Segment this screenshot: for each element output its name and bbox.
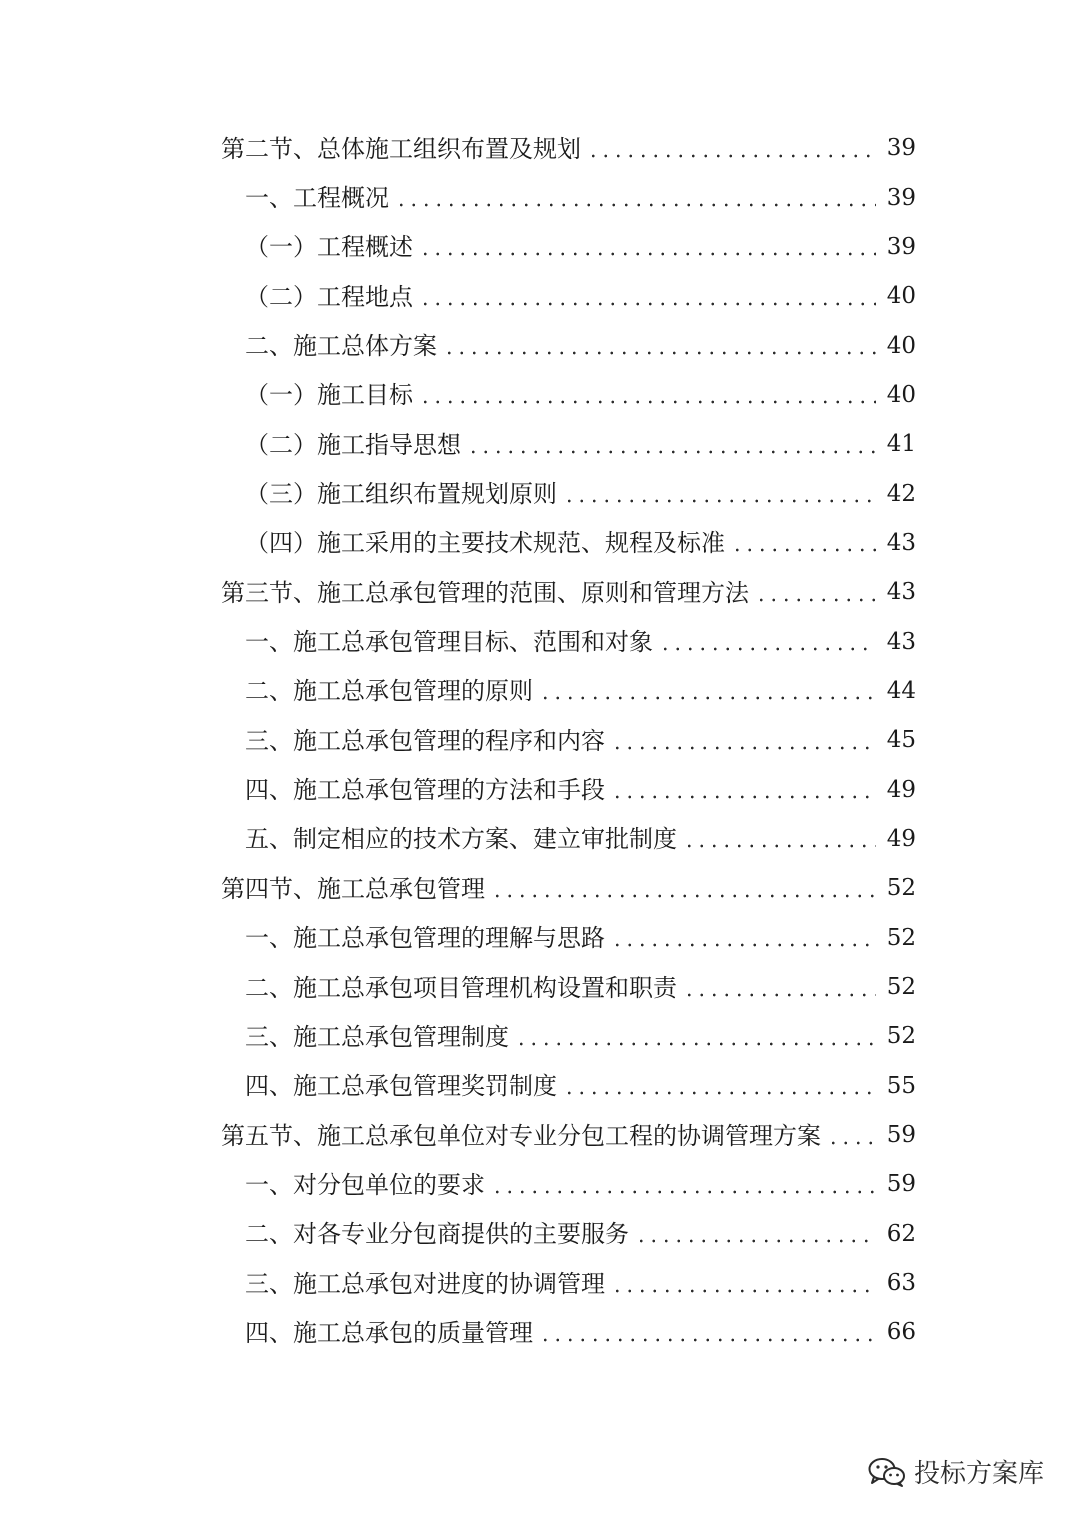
toc-entry[interactable] [0, 1259, 1080, 1308]
toc-dot-leader [491, 877, 876, 901]
toc-entry-title: 五、制定相应的技术方案、建立审批制度 [245, 825, 677, 854]
toc-entry[interactable] [0, 223, 1080, 272]
toc-entry-title: 四、施工总承包管理奖罚制度 [245, 1072, 557, 1101]
toc-entry-title: 二、施工总承包项目管理机构设置和职责 [245, 973, 677, 1002]
toc-entry-title: （二）工程地点 [245, 282, 413, 311]
toc-entry-title: 第五节、施工总承包单位对专业分包工程的协调管理方案 [221, 1121, 821, 1150]
toc-entry-page-number: 44 [886, 677, 916, 704]
toc-entry-page-number: 66 [886, 1319, 916, 1346]
toc-dot-leader [755, 581, 876, 605]
toc-entry-title: 三、施工总承包管理的程序和内容 [245, 726, 605, 755]
toc-entry[interactable] [0, 321, 1080, 370]
toc-entry[interactable] [0, 272, 1080, 321]
toc-dot-leader [611, 926, 876, 950]
toc-entry[interactable] [0, 716, 1080, 765]
toc-entry-title: （一）施工目标 [245, 381, 413, 410]
toc-entry-page-number: 52 [886, 1023, 916, 1050]
toc-entry-title: 一、施工总承包管理的理解与思路 [245, 924, 605, 953]
toc-entry-page-number: 39 [886, 184, 916, 211]
toc-entry[interactable] [0, 124, 1080, 173]
toc-entry-title: 三、施工总承包对进度的协调管理 [245, 1269, 605, 1298]
toc-entry-title: 二、施工总体方案 [245, 332, 437, 361]
toc-entry-title: （三）施工组织布置规划原则 [245, 480, 557, 509]
toc-entry-title: 一、工程概况 [245, 184, 389, 213]
toc-entry-page-number: 62 [886, 1220, 916, 1247]
toc-entry[interactable] [0, 1308, 1080, 1357]
toc-entry-page-number: 40 [886, 381, 916, 408]
toc-entry-page-number: 52 [886, 924, 916, 951]
toc-entry[interactable] [0, 914, 1080, 963]
toc-entry[interactable] [0, 519, 1080, 568]
toc-entry[interactable] [0, 617, 1080, 666]
toc-entry-title: 二、施工总承包管理的原则 [245, 677, 533, 706]
toc-entry-title: 四、施工总承包的质量管理 [245, 1318, 533, 1347]
toc-entry[interactable] [0, 1210, 1080, 1259]
toc-dot-leader [611, 778, 876, 802]
toc-dot-leader [611, 1272, 876, 1296]
toc-entry[interactable] [0, 864, 1080, 913]
toc-entry[interactable] [0, 1160, 1080, 1209]
toc-dot-leader [419, 383, 876, 407]
toc-entry[interactable] [0, 371, 1080, 420]
toc-entry-page-number: 63 [886, 1270, 916, 1297]
toc-entry[interactable] [0, 420, 1080, 469]
toc-entry-page-number: 49 [886, 776, 916, 803]
toc-entry[interactable] [0, 1111, 1080, 1160]
toc-entry-page-number: 49 [886, 825, 916, 852]
toc-entry-page-number: 39 [886, 233, 916, 260]
toc-entry-title: 一、施工总承包管理目标、范围和对象 [245, 628, 653, 657]
toc-dot-leader [563, 1074, 876, 1098]
toc-entry-page-number: 43 [886, 529, 916, 556]
toc-dot-leader [659, 630, 876, 654]
toc-dot-leader [491, 1173, 876, 1197]
toc-dot-leader [683, 827, 876, 851]
toc-dot-leader [563, 482, 876, 506]
toc-entry-page-number: 52 [886, 974, 916, 1001]
toc-entry-page-number: 52 [886, 875, 916, 902]
toc-dot-leader [827, 1124, 876, 1148]
toc-dot-leader [635, 1222, 876, 1246]
toc-entry-title: （四）施工采用的主要技术规范、规程及标准 [245, 529, 725, 558]
toc-entry-title: 四、施工总承包管理的方法和手段 [245, 776, 605, 805]
toc-dot-leader [731, 531, 876, 555]
toc-entry[interactable] [0, 568, 1080, 617]
toc-entry[interactable] [0, 469, 1080, 518]
toc-entry-page-number: 42 [886, 480, 916, 507]
toc-dot-leader [611, 729, 876, 753]
watermark-text: 投标方案库 [913, 1459, 1044, 1489]
toc-entry-page-number: 43 [886, 628, 916, 655]
toc-dot-leader [683, 976, 876, 1000]
toc-entry-page-number: 40 [886, 332, 916, 359]
toc-entry-title: 第二节、总体施工组织布置及规划 [221, 134, 581, 163]
toc-entry-page-number: 59 [886, 1122, 916, 1149]
toc-dot-leader [419, 235, 876, 259]
wechat-icon [868, 1457, 906, 1487]
toc-entry-page-number: 41 [886, 431, 916, 458]
toc-dot-leader [587, 137, 876, 161]
toc-entry-title: （一）工程概述 [245, 233, 413, 262]
toc-entry[interactable] [0, 765, 1080, 814]
toc-entry-page-number: 45 [886, 727, 916, 754]
toc-entry[interactable] [0, 963, 1080, 1012]
toc-entry[interactable] [0, 1012, 1080, 1061]
toc-entry-title: 三、施工总承包管理制度 [245, 1022, 509, 1051]
toc-dot-leader [539, 679, 876, 703]
toc-entry-page-number: 40 [886, 283, 916, 310]
toc-entry-title: 第四节、施工总承包管理 [221, 874, 485, 903]
toc-dot-leader [395, 186, 876, 210]
toc-entry[interactable] [0, 173, 1080, 222]
toc-entry-page-number: 43 [886, 579, 916, 606]
toc-dot-leader [419, 285, 876, 309]
toc-entry-title: 二、对各专业分包商提供的主要服务 [245, 1220, 629, 1249]
toc-entry-page-number: 39 [886, 135, 916, 162]
toc-dot-leader [443, 334, 876, 358]
watermark [868, 1453, 1044, 1490]
table-of-contents [0, 124, 1080, 1358]
toc-dot-leader [467, 433, 876, 457]
toc-dot-leader [539, 1321, 876, 1345]
toc-entry[interactable] [0, 1062, 1080, 1111]
toc-entry[interactable] [0, 815, 1080, 864]
toc-entry-page-number: 59 [886, 1171, 916, 1198]
toc-dot-leader [515, 1025, 876, 1049]
toc-entry-page-number: 55 [886, 1072, 916, 1099]
toc-entry[interactable] [0, 667, 1080, 716]
toc-entry-title: 一、对分包单位的要求 [245, 1170, 485, 1199]
toc-entry-title: 第三节、施工总承包管理的范围、原则和管理方法 [221, 578, 749, 607]
toc-entry-title: （二）施工指导思想 [245, 430, 461, 459]
